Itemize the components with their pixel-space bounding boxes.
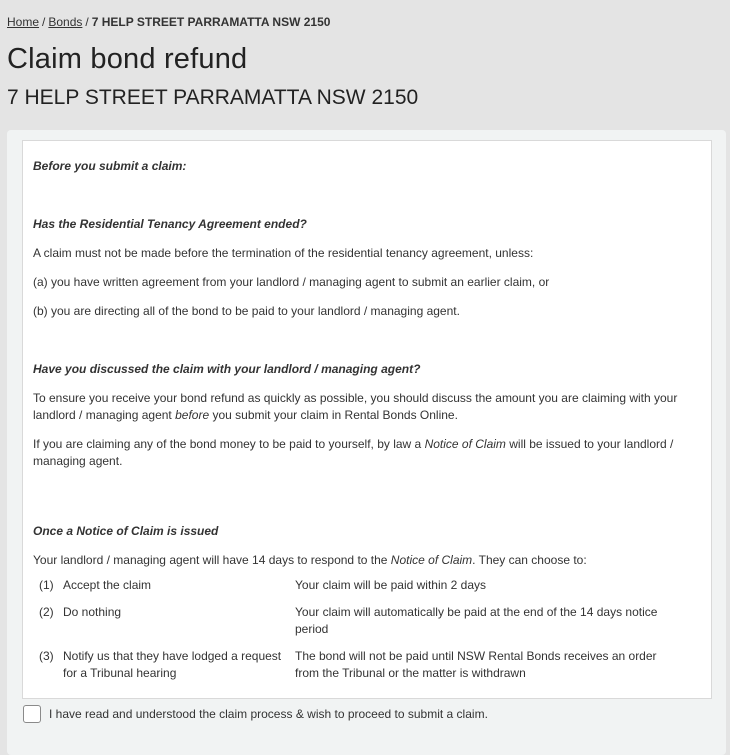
acknowledge-row[interactable] [23, 705, 488, 723]
option-result: Your claim will automatically be paid at the end of the 14 days notice period [295, 605, 658, 636]
option-result: Your claim will be paid within 2 days [295, 578, 486, 592]
claim-information-box [22, 140, 712, 699]
notice-text: Your landlord / managing agent will have 14 days to respond to the Notice of Claim. They can choose to: [33, 553, 587, 567]
breadcrumb-current: 7 HELP STREET PARRAMATTA NSW 2150 [91, 15, 331, 29]
breadcrumb-separator: / [42, 15, 46, 29]
landlord-options-table [39, 577, 675, 682]
option-action: Notify us that they have lodged a request for a Tribunal hearing [63, 649, 282, 680]
acknowledge-label[interactable]: I have read and understood the claim process & wish to proceed to submit a claim. [49, 707, 488, 721]
breadcrumb-separator: / [85, 15, 89, 29]
heading-before-submit: Before you submit a claim: [33, 159, 187, 173]
breadcrumb-bonds-link[interactable]: Bonds [48, 15, 83, 29]
option-number: (2) [39, 605, 54, 619]
heading-notice-of-claim: Once a Notice of Claim is issued [33, 524, 219, 538]
discuss-paragraph-2: If you are claiming any of the bond money to be paid to yourself, by law a Notice of Claim will be issued to your landlord / managing agent. [33, 437, 674, 468]
heading-rta-ended: Has the Residential Tenancy Agreement ended? [33, 217, 307, 231]
acknowledge-checkbox[interactable] [23, 705, 41, 723]
table-row [39, 648, 675, 682]
breadcrumb [7, 15, 330, 29]
heading-discuss-claim: Have you discussed the claim with your landlord / managing agent? [33, 362, 421, 376]
option-number: (1) [39, 578, 54, 592]
option-action: Do nothing [63, 605, 122, 619]
table-row [39, 604, 675, 648]
rta-text: A claim must not be made before the termination of the residential tenancy agreement, unless: [33, 246, 534, 260]
option-number: (3) [39, 649, 54, 663]
rta-condition-a: (a) you have written agreement from your landlord / managing agent to submit an earlier claim, or [33, 275, 550, 289]
option-action: Accept the claim [63, 578, 152, 592]
page-title: Claim bond refund [7, 43, 248, 75]
rta-condition-b: (b) you are directing all of the bond to be paid to your landlord / managing agent. [33, 304, 460, 318]
page-subtitle-address: 7 HELP STREET PARRAMATTA NSW 2150 [7, 86, 419, 109]
breadcrumb-home-link[interactable]: Home [7, 15, 40, 29]
table-row [39, 577, 675, 604]
claim-panel [7, 130, 726, 755]
discuss-paragraph-1: To ensure you receive your bond refund as quickly as possible, you should discuss the amount you are claiming with your landlord / managing agent before you submit your claim in Rental Bonds Online. [33, 391, 678, 422]
option-result: The bond will not be paid until NSW Rental Bonds receives an order from the Tribunal or the matter is withdrawn [295, 649, 657, 680]
